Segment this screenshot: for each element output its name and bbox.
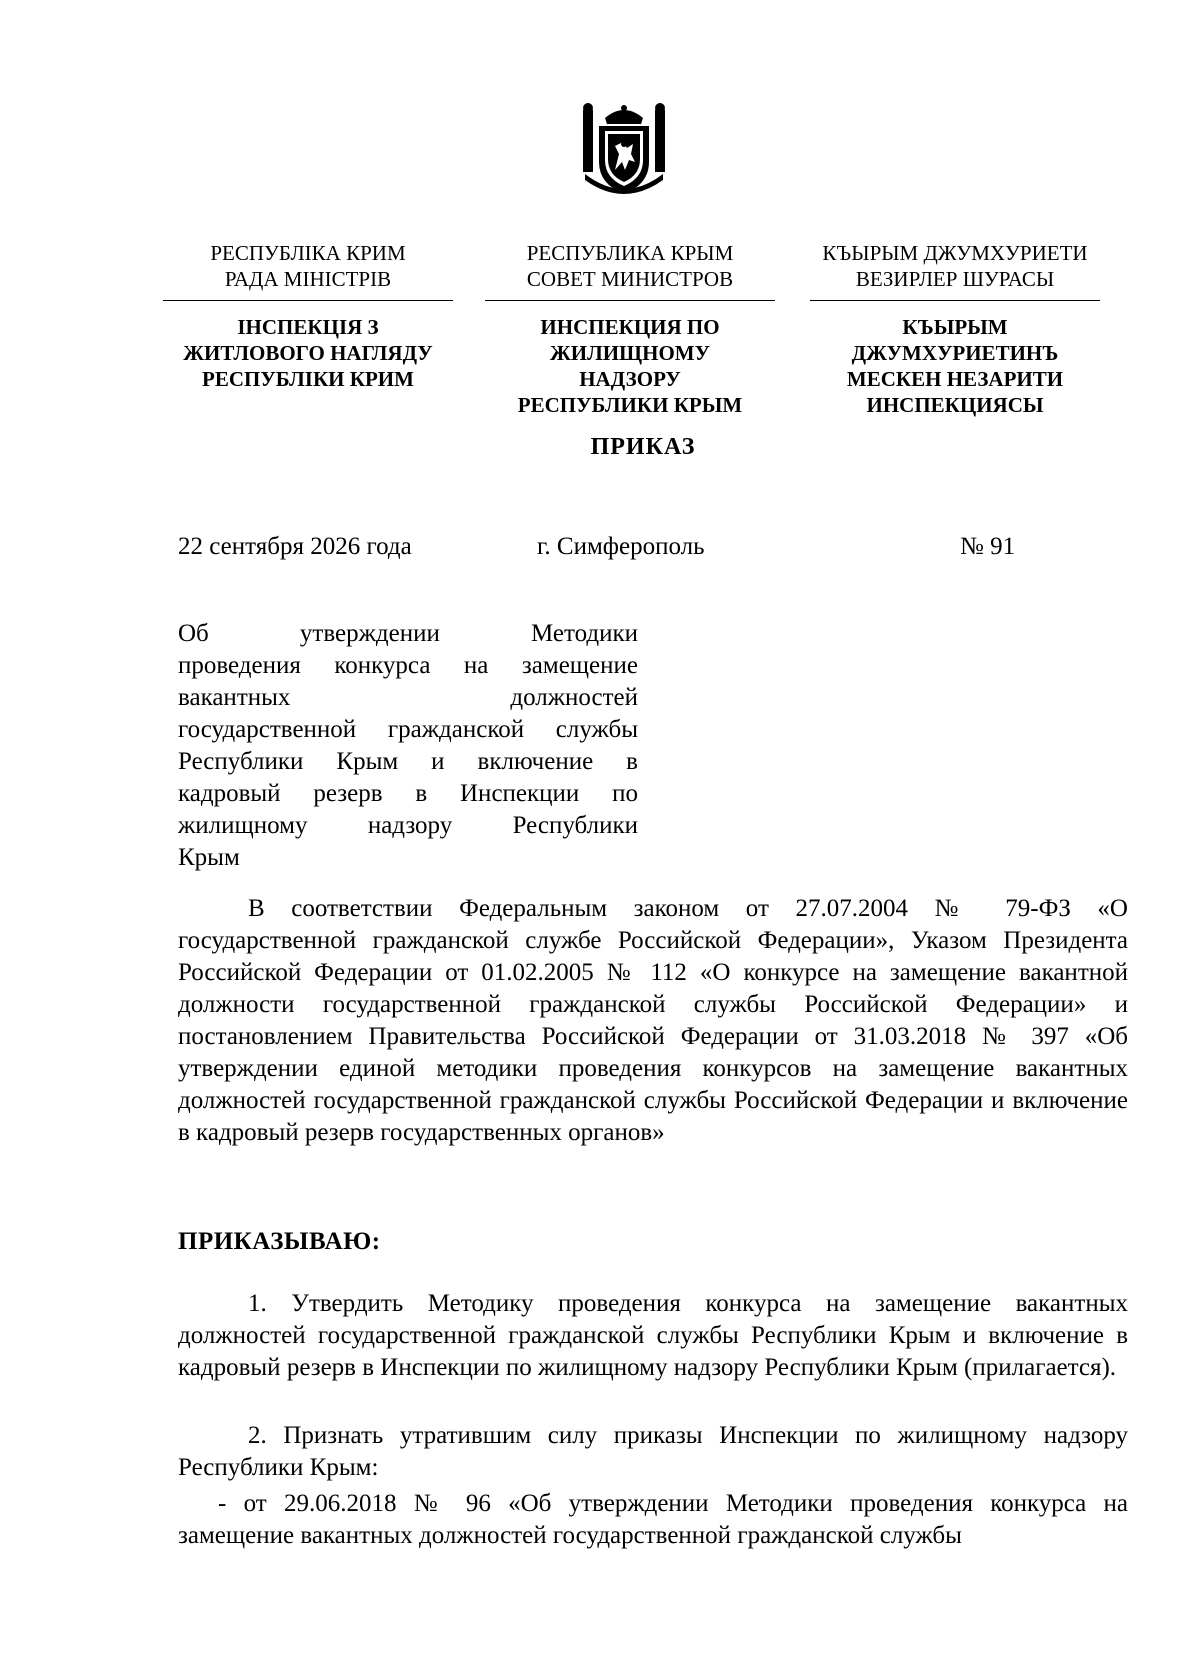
subject-line: кадровый резерв в Инспекции по xyxy=(178,780,638,807)
header-right-org-line1: КЪЫРЫМ ДЖУМХУРИЕТИ xyxy=(822,241,1088,265)
header-center-inspection-line: РЕСПУБЛИКИ КРЫМ xyxy=(517,393,743,417)
subject-line: вакантных должностей xyxy=(178,684,638,711)
header-center-inspection-line: НАДЗОРУ xyxy=(579,367,681,391)
subject-line: Республики Крым и включение в xyxy=(178,748,638,775)
header-right-inspection-line: ДЖУМХУРИЕТИНЪ xyxy=(851,341,1059,365)
document-number: № 91 xyxy=(960,533,1016,560)
subject-line: государственной гражданской службы xyxy=(178,716,638,743)
header-center-inspection xyxy=(485,314,775,418)
subject-line: Крым xyxy=(178,844,240,871)
header-divider-center xyxy=(485,300,775,301)
header-left-column xyxy=(163,240,453,392)
header-right-column xyxy=(810,240,1100,418)
order-item-2 xyxy=(178,1420,1128,1484)
header-right-inspection-line: КЪЫРЫМ xyxy=(902,315,1008,339)
order-item-2-subitem-text: - от 29.06.2018 № 96 «Об утверждении Методики проведения конкурса на замещение вакантных должностей государственной гражданской службы xyxy=(178,1490,1128,1549)
document-subject xyxy=(178,618,638,874)
header-left-inspection-line: ЖИТЛОВОГО НАГЛЯДУ xyxy=(183,341,433,365)
order-item-1-text: 1. Утвердить Методику проведения конкурса на замещение вакантных должностей государственной гражданской службы Республики Крым и включение в кадровый резерв в Инспекции по жилищному надзору Республики Крым (прилагается). xyxy=(178,1290,1128,1381)
subject-line: жилищному надзору Республики xyxy=(178,812,638,839)
subject-line: Об утверждении Методики xyxy=(178,620,638,647)
preamble-paragraph xyxy=(178,893,1128,1149)
header-left-org-line2: РАДА МІНІСТРІВ xyxy=(224,267,392,291)
header-left-org-line1: РЕСПУБЛІКА КРИМ xyxy=(210,241,406,265)
header-right-inspection xyxy=(810,314,1100,418)
header-left-inspection-line: РЕСПУБЛІКИ КРИМ xyxy=(202,367,414,391)
header-center-inspection-line: ИНСПЕКЦИЯ ПО xyxy=(540,315,720,339)
header-left-inspection-line: ІНСПЕКЦІЯ З xyxy=(237,315,379,339)
header-center-org-line1: РЕСПУБЛИКА КРЫМ xyxy=(526,241,734,265)
order-item-2-subitem xyxy=(178,1488,1128,1552)
header-center-org-line2: СОВЕТ МИНИСТРОВ xyxy=(526,267,734,291)
document-date: 22 сентября 2026 года xyxy=(178,533,412,560)
header-center-column xyxy=(485,240,775,418)
coat-of-arms-icon xyxy=(575,100,673,200)
subject-line: проведения конкурса на замещение xyxy=(178,652,638,679)
header-right-inspection-line: ИНСПЕКЦИЯСЫ xyxy=(866,393,1044,417)
header-right-inspection-line: МЕСКЕН НЕЗАРИТИ xyxy=(846,367,1064,391)
decree-heading: ПРИКАЗЫВАЮ: xyxy=(178,1228,381,1255)
header-divider-right xyxy=(810,300,1100,301)
header-left-inspection xyxy=(163,314,453,392)
preamble-text: В соответствии Федеральным законом от 27.07.2004 № 79-ФЗ «О государственной гражданской службе Российской Федерации», Указом Президента Российской Федерации от 01.02.2005 № 112 «О конкурсе на замещение вакантной должности государственной гражданской службы Российской Федерации» и постановлением Правительства Российской Федерации от 31.03.2018 № 397 «Об утверждении единой методики проведения конкурсов на замещение вакантных должностей государственной гражданской службы Российской Федерации и включение в кадровый резерв государственных органов» xyxy=(178,895,1128,1146)
header-right-org-line2: ВЕЗИРЛЕР ШУРАСЫ xyxy=(855,267,1055,291)
header-divider-left xyxy=(163,300,453,301)
header-center-inspection-line: ЖИЛИЩНОМУ xyxy=(549,341,711,365)
order-item-2-text: 2. Признать утратившим силу приказы Инспекции по жилищному надзору Республики Крым: xyxy=(178,1422,1128,1481)
order-item-1 xyxy=(178,1288,1128,1384)
document-type-title: ПРИКАЗ xyxy=(590,434,696,460)
document-place: г. Симферополь xyxy=(537,533,705,560)
